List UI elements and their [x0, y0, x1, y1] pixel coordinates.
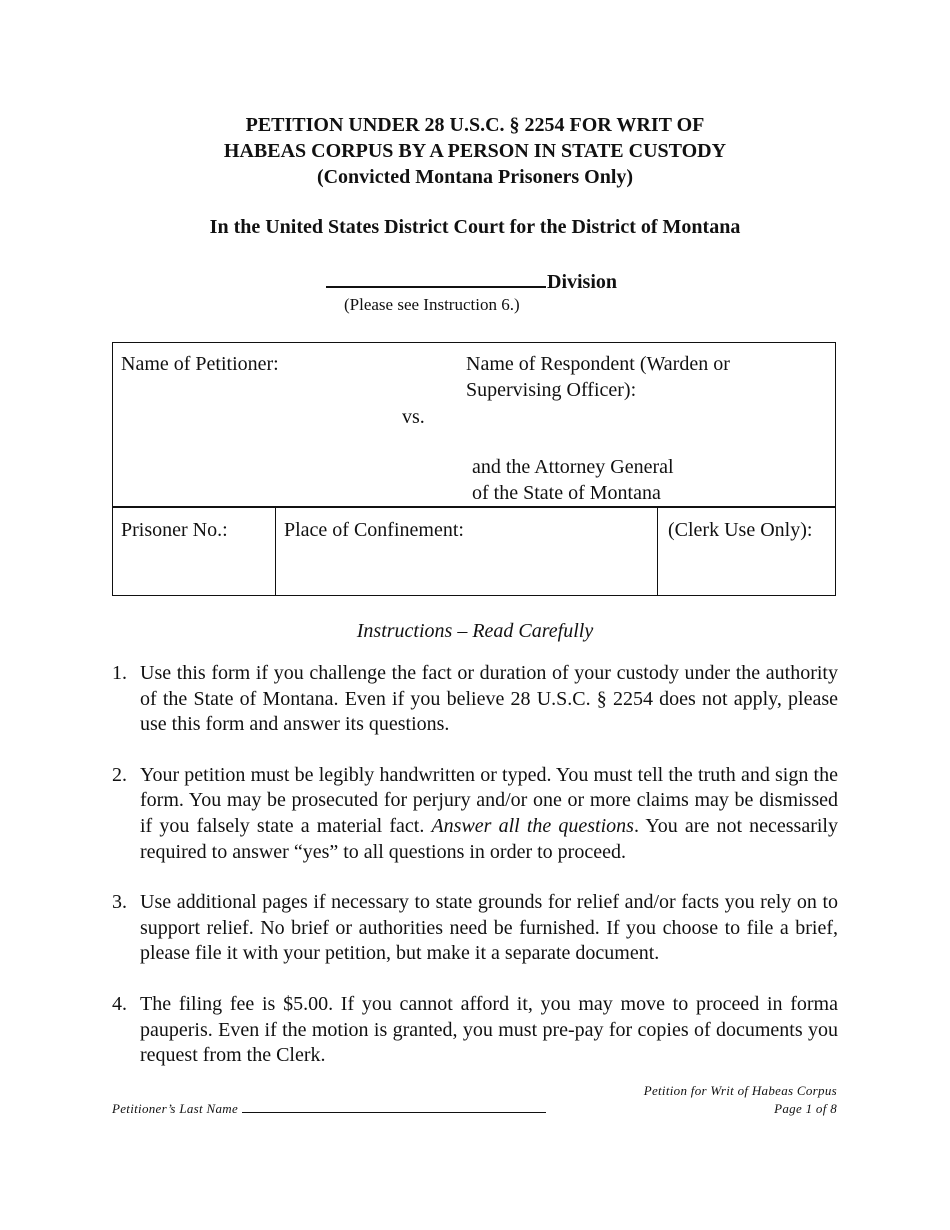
caption-details-row: [113, 508, 835, 595]
attorney-general-line-2: of the State of Montana: [472, 482, 661, 504]
instruction-number: 1.: [112, 662, 127, 684]
cell-divider: [657, 508, 658, 595]
instruction-text: . You are not necessarily required to answer “yes” to all questions in order to proceed.: [140, 814, 838, 863]
cell-divider: [275, 508, 276, 595]
respondent-label-line-2: Supervising Officer):: [466, 379, 637, 401]
versus-label: vs.: [402, 406, 425, 428]
division-note: (Please see Instruction 6.): [344, 295, 520, 314]
place-of-confinement-label: Place of Confinement:: [284, 519, 464, 541]
division-label: Division: [547, 271, 618, 293]
title-line-1: PETITION UNDER 28 U.S.C. § 2254 FOR WRIT OF: [245, 114, 705, 136]
instruction-text: Use this form if you challenge the fact or duration of your custody under the authority of the State of Montana. Even if you believe 28 U.S.C. § 2254 does not apply, please use this form and answer its questions.: [140, 662, 838, 736]
court-name: In the United States District Court for the District of Montana: [209, 216, 741, 238]
instruction-item: [112, 763, 838, 865]
instruction-number: 2.: [112, 763, 127, 786]
caption-box: [112, 342, 836, 596]
title-line-3: (Convicted Montana Prisoners Only): [316, 166, 634, 188]
petitioner-label: Name of Petitioner:: [121, 353, 279, 375]
footer-last-name-field[interactable]: [112, 1100, 546, 1118]
instruction-text: Your petition must be legibly handwritten or typed. You must tell the truth and sign the form. You may be prosecuted for perjury and/or one or more claims may be dismissed if you falsely state a material fact.: [140, 763, 838, 837]
instructions-heading: Instructions – Read Carefully: [356, 620, 594, 642]
clerk-use-only-label: (Clerk Use Only):: [668, 519, 813, 541]
instruction-item: [112, 890, 838, 967]
instruction-emphasis: Answer all the questions: [431, 814, 634, 837]
caption-parties-row: [113, 343, 835, 508]
title-line-2: HABEAS CORPUS BY A PERSON IN STATE CUSTODY: [223, 140, 727, 162]
last-name-label: Petitioner’s Last Name: [112, 1101, 239, 1116]
instruction-number: 4.: [112, 992, 127, 1015]
instruction-text: The filing fee is $5.00. If you cannot afford it, you may move to proceed in forma pauperis. Even if the motion is granted, you must pre-pay for copies of documents you request from the Clerk.: [140, 992, 838, 1067]
attorney-general-line-1: and the Attorney General: [472, 456, 674, 478]
instruction-text: Use additional pages if necessary to state grounds for relief and/or facts you rely on to support relief. No brief or authorities need be furnished. If you choose to file a brief, please file it with your petition, but make it a separate document.: [140, 891, 838, 965]
footer-page-number: Page 1 of 8: [774, 1101, 837, 1116]
prisoner-number-label: Prisoner No.:: [121, 519, 228, 541]
last-name-blank-line[interactable]: [242, 1100, 546, 1113]
division-blank-line[interactable]: [326, 266, 546, 288]
footer-form-name: Petition for Writ of Habeas Corpus: [643, 1083, 837, 1098]
instructions-list: [112, 661, 838, 1094]
division-field[interactable]: [326, 266, 617, 295]
instruction-item: [112, 992, 838, 1069]
respondent-label-line-1: Name of Respondent (Warden or: [466, 353, 730, 375]
instruction-item: [112, 661, 838, 738]
instruction-number: 3.: [112, 891, 127, 914]
